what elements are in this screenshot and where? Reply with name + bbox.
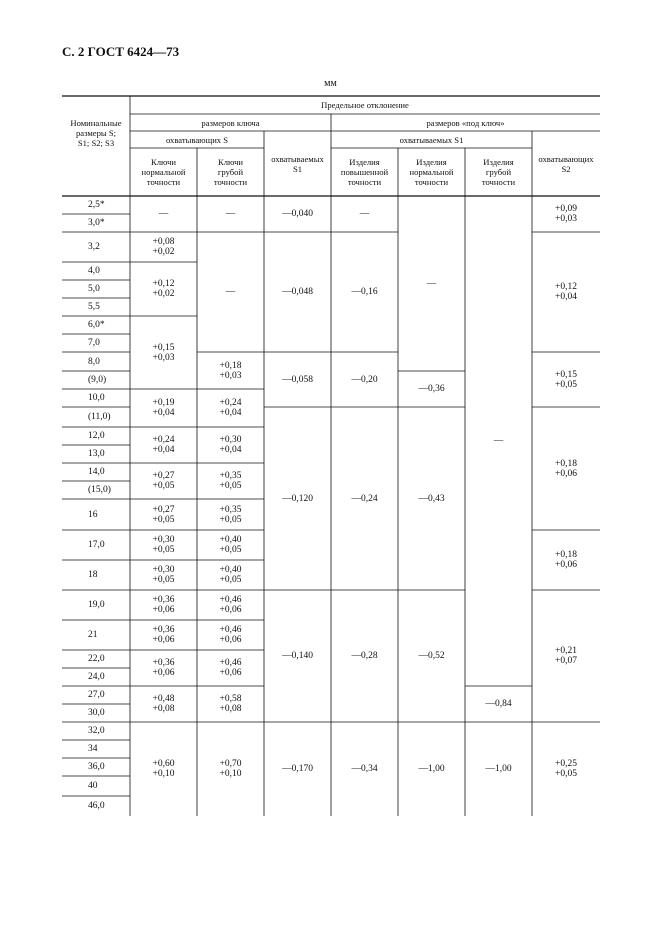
header-products-normal: Изделия нормальной точности xyxy=(409,157,454,187)
value-cell: —0,24 xyxy=(351,493,378,504)
value-cell: +0,12 +0,02 xyxy=(152,279,175,299)
value-cell: +0,18 +0,06 xyxy=(555,458,577,479)
size-cell: 5,0 xyxy=(88,284,100,294)
header-keys-normal: Ключи нормальной точности xyxy=(141,157,186,187)
header-products-rough: Изделия грубой точности xyxy=(481,157,516,187)
value-cell: +0,30 +0,05 xyxy=(152,535,175,555)
size-cell: (9,0) xyxy=(88,375,107,385)
value-cell: +0,24 +0,04 xyxy=(219,398,242,418)
value-cell: +0,21 +0,07 xyxy=(555,646,577,666)
value-cell: +0,36 +0,06 xyxy=(152,625,175,645)
size-cell: 36,0 xyxy=(88,762,105,772)
size-cell: 24,0 xyxy=(88,672,105,682)
value-cell: —0,140 xyxy=(282,651,313,661)
value-cell: +0,46 +0,06 xyxy=(219,595,242,615)
value-cell: —0,36 xyxy=(418,384,445,394)
value-cell: +0,18 +0,03 xyxy=(219,360,242,381)
size-cell: 7,0 xyxy=(88,338,100,348)
size-cell: 14,0 xyxy=(88,467,105,477)
value-cell: —0,20 xyxy=(351,374,378,385)
value-cell: —0,34 xyxy=(351,764,378,774)
value-cell: +0,12 +0,04 xyxy=(555,282,577,302)
value-cell: — xyxy=(158,209,169,219)
value-cell: —0,120 xyxy=(282,493,313,504)
size-cell: 46,0 xyxy=(88,801,105,811)
size-cell: 6,0* xyxy=(88,320,105,330)
value-cell: +0,30 +0,05 xyxy=(152,565,175,585)
value-cell: +0,19 +0,04 xyxy=(152,398,175,418)
size-cell: 16 xyxy=(88,509,98,520)
size-cell: 13,0 xyxy=(88,449,105,459)
value-cell: —0,52 xyxy=(418,651,445,661)
value-cell: +0,24 +0,04 xyxy=(152,435,175,455)
size-cell: 21 xyxy=(88,630,98,640)
value-cell: +0,09 +0,03 xyxy=(555,204,577,224)
unit-label: мм xyxy=(324,78,337,89)
value-cell: —0,040 xyxy=(282,209,313,219)
value-cell: +0,15 +0,03 xyxy=(152,342,175,363)
value-cell: +0,58 +0,08 xyxy=(219,694,242,714)
size-cell: 17,0 xyxy=(88,540,105,550)
size-cell: 12,0 xyxy=(88,431,105,441)
page-header: С. 2 ГОСТ 6424—73 xyxy=(62,44,180,59)
size-cell: (11,0) xyxy=(88,412,111,422)
header-covering-s2: охватывающих S2 xyxy=(538,153,594,174)
size-cell: 40 xyxy=(88,781,98,791)
value-cell: +0,27 +0,05 xyxy=(152,471,175,491)
header-under-key: размеров «под ключ» xyxy=(426,117,505,128)
value-cell: +0,15 +0,05 xyxy=(555,369,577,390)
size-cell: 27,0 xyxy=(88,690,105,700)
size-cell: 34 xyxy=(88,744,98,754)
value-cell: +0,46 +0,06 xyxy=(219,658,242,678)
value-cell: +0,36 +0,06 xyxy=(152,595,175,615)
size-cell: 18 xyxy=(88,570,98,580)
header-products-high: Изделия повышенной точности xyxy=(340,157,389,187)
size-cell: 10,0 xyxy=(88,393,105,403)
value-cell: —0,84 xyxy=(485,699,512,709)
value-cell: +0,46 +0,06 xyxy=(219,625,242,645)
value-cell: +0,36 +0,06 xyxy=(152,658,175,678)
size-cell: 8,0 xyxy=(88,356,100,367)
size-cell: 32,0 xyxy=(88,726,105,736)
header-covered-s1-group: охватываемых S1 xyxy=(399,134,464,145)
value-cell: —0,43 xyxy=(418,493,445,504)
value-cell: —0,28 xyxy=(351,651,378,661)
value-cell: —1,00 xyxy=(418,764,445,774)
header-limit-deviation: Предельное отклонение xyxy=(321,100,409,110)
size-cell: 3,2 xyxy=(88,242,100,252)
value-cell: — xyxy=(225,287,236,297)
header-covered-s1: охватываемых S1 xyxy=(271,153,324,174)
size-cell: 19,0 xyxy=(88,600,105,610)
value-cell: —0,048 xyxy=(282,287,313,297)
size-cell: 2,5* xyxy=(88,200,105,210)
value-cell: +0,35 +0,05 xyxy=(219,504,242,525)
value-cell: +0,40 +0,05 xyxy=(219,535,242,555)
value-cell: +0,60 +0,10 xyxy=(152,759,175,779)
value-cell: +0,40 +0,05 xyxy=(219,565,242,585)
value-cell: — xyxy=(493,436,504,446)
value-cell: +0,70 +0,10 xyxy=(219,759,242,779)
value-cell: —0,16 xyxy=(351,287,378,297)
value-cell: +0,30 +0,04 xyxy=(219,435,242,455)
value-cell: +0,27 +0,05 xyxy=(152,504,175,525)
size-cell: 4,0 xyxy=(88,266,100,276)
header-keys-rough: Ключи грубой точности xyxy=(213,157,248,187)
value-cell: +0,08 +0,02 xyxy=(152,237,175,257)
size-cell: 5,5 xyxy=(88,302,100,312)
value-cell: — xyxy=(359,209,370,219)
value-cell: — xyxy=(225,209,236,219)
size-cell: (15,0) xyxy=(88,485,111,495)
value-cell: +0,35 +0,05 xyxy=(219,471,242,491)
size-cell: 3,0* xyxy=(88,218,105,228)
value-cell: —0,170 xyxy=(282,764,313,774)
header-nominal-sizes: Номинальные размеры S; S1; S2; S3 xyxy=(70,118,122,148)
value-cell: —1,00 xyxy=(485,764,512,774)
size-cell: 30,0 xyxy=(88,708,105,718)
value-cell: +0,48 +0,08 xyxy=(152,694,175,714)
header-key-sizes: размеров ключа xyxy=(201,117,260,128)
value-cell: +0,18 +0,06 xyxy=(555,550,577,570)
value-cell: +0,25 +0,05 xyxy=(555,759,577,779)
value-cell: —0,058 xyxy=(282,374,313,385)
header-covering-s: охватывающих S xyxy=(165,134,229,145)
value-cell: — xyxy=(426,278,437,289)
size-cell: 22,0 xyxy=(88,654,105,664)
